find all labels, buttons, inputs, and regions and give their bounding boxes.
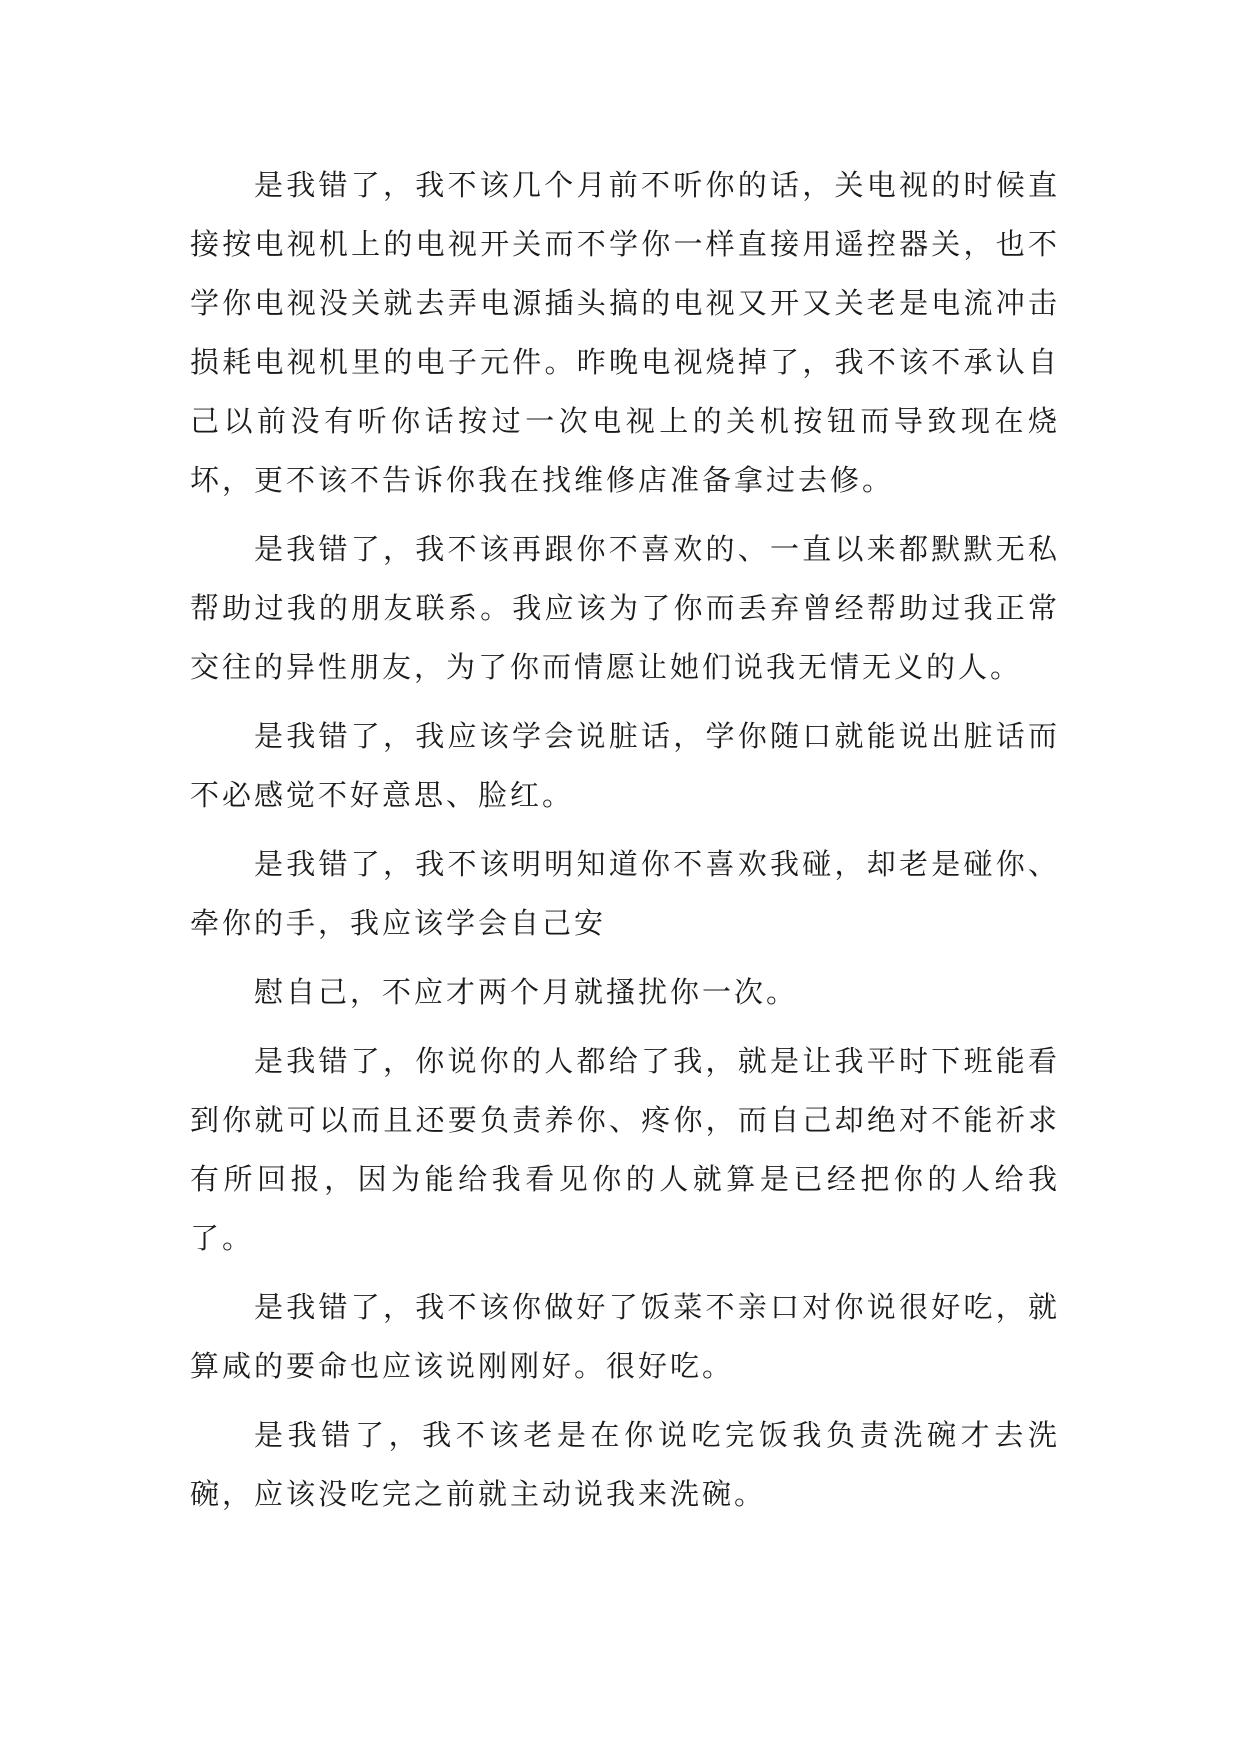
paragraph-3: 是我错了，我应该学会说脏话，学你随口就能说出脏话而不必感觉不好意思、脸红。: [190, 719, 1060, 812]
paragraph-6: 是我错了，你说你的人都给了我，就是让我平时下班能看到你就可以而且还要负责养你、疼你，而自己却绝对不能祈求有所回报，因为能给我看见你的人就算是已经把你的人给我了。: [190, 1044, 1060, 1255]
paragraph-5: 慰自己，不应才两个月就搔扰你一次。: [254, 975, 799, 1009]
paragraph-7: 是我错了，我不该你做好了饭菜不亲口对你说很好吃，就算咸的要命也应该说刚刚好。很好吃。: [190, 1290, 1060, 1383]
paragraph-1: 是我错了，我不该几个月前不听你的话，关电视的时候直接按电视机上的电视开关而不学你一样直接用遥控器关，也不学你电视没关就去弄电源插头搞的电视又开又关老是电流冲击损耗电视机里的电子元件。昨晚电视烧掉了，我不该不承认自己以前没有听你话按过一次电视上的关机按钮而导致现在烧坏，更不该不告诉你我在找维修店准备拿过去修。: [190, 168, 1060, 497]
paragraph-8: 是我错了，我不该老是在你说吃完饭我负责洗碗才去洗碗，应该没吃完之前就主动说我来洗碗。: [190, 1418, 1060, 1511]
document-body: [190, 156, 1060, 1534]
paragraph-4: 是我错了，我不该明明知道你不喜欢我碰，却老是碰你、牵你的手，我应该学会自己安: [190, 847, 1060, 940]
paragraph-2: 是我错了，我不该再跟你不喜欢的、一直以来都默默无私帮助过我的朋友联系。我应该为了你而丢弃曾经帮助过我正常交往的异性朋友，为了你而情愿让她们说我无情无义的人。: [190, 532, 1060, 684]
